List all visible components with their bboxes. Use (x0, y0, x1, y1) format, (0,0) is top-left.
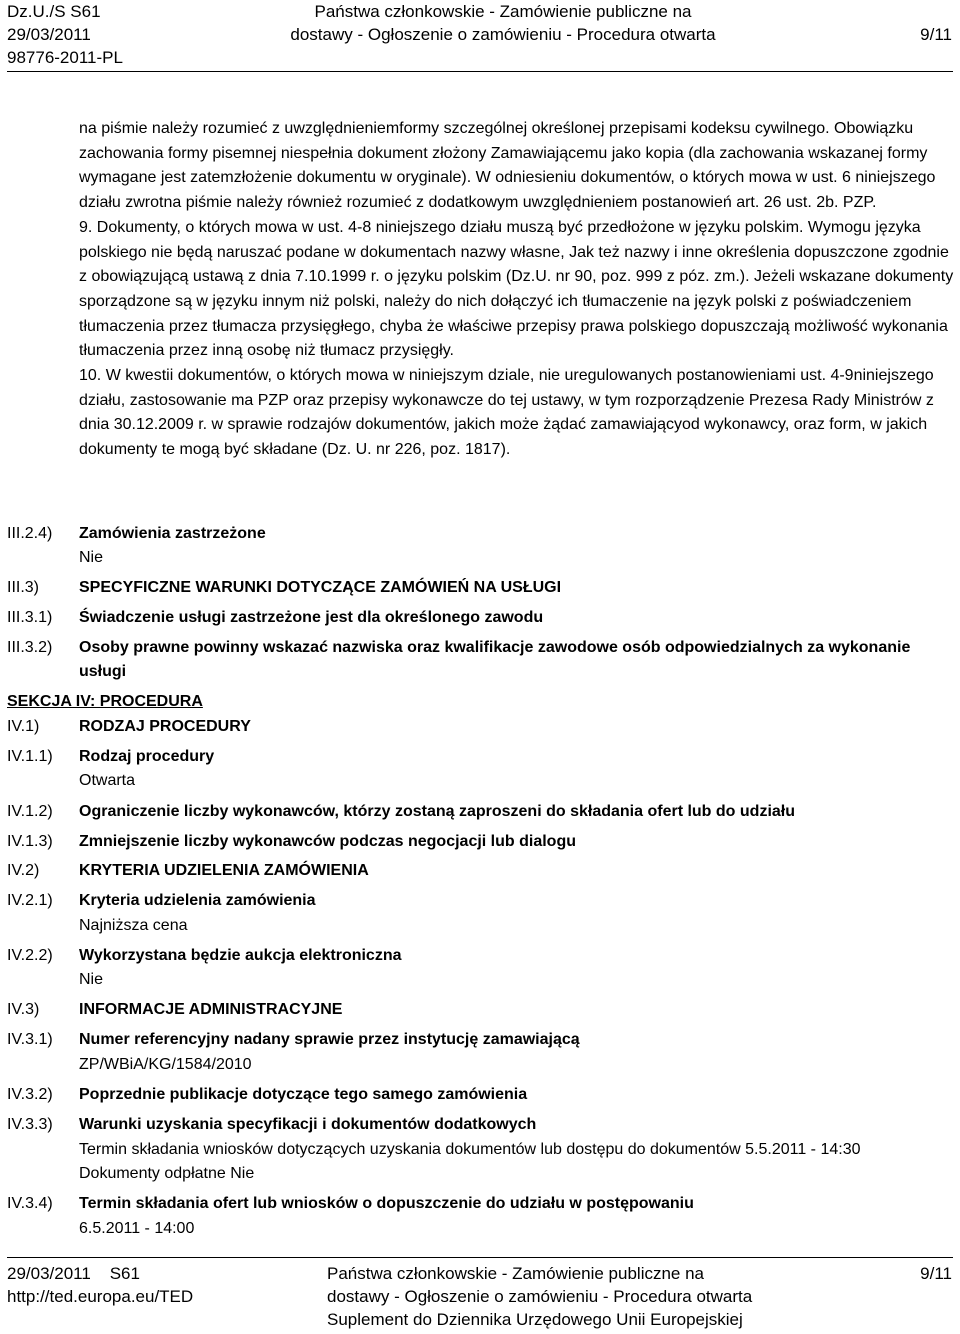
section-number: IV.1.1) (7, 748, 53, 765)
section-number: IV.3.4) (7, 1195, 53, 1212)
section-title: Warunki uzyskania specyfikacji i dokumentów dodatkowych (79, 1116, 537, 1133)
header-divider (7, 71, 953, 72)
section-value: ZP/WBiA/KG/1584/2010 (79, 1056, 252, 1073)
footer-left (7, 1262, 193, 1308)
section-value: 6.5.2011 - 14:00 (79, 1220, 195, 1237)
section-heading: SEKCJA IV: PROCEDURA (7, 693, 203, 710)
section-title: Rodzaj procedury (79, 748, 215, 765)
footer-center (327, 1262, 752, 1331)
section-title: Ograniczenie liczby wykonawców, którzy zostaną zaproszeni do składania ofert lub do udziału (79, 803, 795, 820)
footer-page-number: 9/11 (920, 1264, 952, 1283)
section-number: IV.2.1) (7, 892, 53, 909)
section-title: Osoby prawne powinny wskazać nazwiska oraz kwalifikacje zawodowe osób odpowiedzialnych za wykonanie usługi (79, 639, 911, 680)
section-title: Wykorzystana będzie aukcja elektroniczna (79, 947, 402, 964)
footer-title-line-1: Państwa członkowskie - Zamówienie publiczne na (327, 1264, 705, 1283)
footer-title-line-2: dostawy - Ogłoszenie o zamówieniu - Procedura otwarta (327, 1287, 753, 1306)
page-footer (0, 1262, 960, 1334)
section-title: SPECYFICZNE WARUNKI DOTYCZĄCE ZAMÓWIEŃ NA USŁUGI (79, 579, 562, 596)
footer-title-line-3: Suplement do Dziennika Urzędowego Unii Europejskiej (327, 1310, 743, 1329)
section-title: Poprzednie publikacje dotyczące tego samego zamówienia (79, 1086, 528, 1103)
paragraph: 10. W kwestii dokumentów, o których mowa w niniejszym dziale, nie uregulowanych postanowieniami ust. 4-9niniejszego działu, zastosowanie ma PZP oraz przepisy wykonawcze do tej ustawy, w tym rozporządzenie Prezesa Rady Ministrów z dnia 30.12.2009 r. w sprawie rodzajów dokumentów, jakich może żądać zamawiającyod wykonawcy, oraz form, w jakich dokumenty te mogą być składane (Dz. U. nr 226, poz. 1817). (79, 367, 934, 459)
body-text (79, 117, 955, 463)
section-number: III.3) (7, 579, 40, 596)
section-number: IV.1.3) (7, 833, 53, 850)
section-number: IV.1.2) (7, 803, 53, 820)
section-number: IV.3.2) (7, 1086, 53, 1103)
section-title: Świadczenie usługi zastrzeżone jest dla określonego zawodu (79, 609, 544, 626)
section-value: Najniższa cena (79, 917, 188, 934)
footer-divider (7, 1257, 953, 1258)
section-title: Zmniejszenie liczby wykonawców podczas negocjacji lub dialogu (79, 833, 576, 850)
header-title-line-1: Państwa członkowskie - Zamówienie publiczne na (314, 2, 692, 21)
section-value: Nie (79, 549, 104, 566)
section-title: INFORMACJE ADMINISTRACYJNE (79, 1001, 343, 1018)
page-number: 9/11 (920, 25, 952, 44)
section-value: Nie (79, 971, 104, 988)
section-number: III.3.1) (7, 609, 53, 626)
section-value: Termin składania wniosków dotyczących uzyskania dokumentów lub dostępu do dokumentów 5.5.2011 - 14:30 (79, 1141, 861, 1158)
section-number: IV.3.3) (7, 1116, 53, 1133)
section-value: Dokumenty odpłatne Nie (79, 1165, 255, 1182)
section-number: IV.3.1) (7, 1031, 53, 1048)
section-value: Otwarta (79, 772, 136, 789)
section-title: Numer referencyjny nadany sprawie przez instytucję zamawiającą (79, 1031, 580, 1048)
section-title: Termin składania ofert lub wniosków o dopuszczenie do udziału w postępowaniu (79, 1195, 694, 1212)
journal-reference: Dz.U./S S61 (7, 2, 101, 21)
section-number: IV.2) (7, 862, 40, 879)
publication-date: 29/03/2011 (7, 25, 91, 44)
section-title: Zamówienia zastrzeżone (79, 525, 266, 542)
section-number: III.2.4) (7, 525, 53, 542)
paragraph: 9. Dokumenty, o których mowa w ust. 4-8 niniejszego działu muszą być przedłożone w języku polskim. Wymogu języka polskiego nie będą naruszać podane w dokumentach nazwy własne, Jak też nazwy i inne określenia dopuszczone zgodnie z obowiązującą ustawą z dnia 7.10.1999 r. o języku polskim (Dz.U. nr 90, poz. 999 z póz. zm.). Jeżeli wskazane dokumenty sporządzone są w języku innym niż polski, należy do nich dołączyć ich tłumaczenie na język polski z poświadczeniem tłumaczenia przez tłumacza przysięgłego, chyba że właściwe przepisy prawa polskiego dopuszczają możliwość wykonania tłumaczenia przez inną osobę niż tłumacz przysięgły. (79, 218, 954, 360)
section-title: KRYTERIA UDZIELENIA ZAMÓWIENIA (79, 862, 369, 879)
paragraph: na piśmie należy rozumieć z uwzględnieniemformy szczególnej określonej przepisami kodeksu cywilnego. Obowiązku zachowania formy pisemnej niespełnia dokument złożony Zamawiającemu jako kopia (dla zachowania wskazanej formy wymagane jest zatemzłożenie dokumentu w oryginale). W odniesieniu dokumentów, o których mowa w ust. 6 niniejszego działu zwrotna piśmie należy również rozumieć z dodatkowym uwzględnieniem postanowień art. 26 ust. 2b. PZP. (79, 120, 936, 212)
section-number: III.3.2) (7, 639, 53, 656)
notice-number: 98776-2011-PL (7, 48, 123, 67)
section-number: IV.2.2) (7, 947, 53, 964)
section-title: RODZAJ PROCEDURY (79, 718, 251, 735)
section-number: IV.3) (7, 1001, 40, 1018)
header-title-line-2: dostawy - Ogłoszenie o zamówieniu - Procedura otwarta (290, 25, 716, 44)
footer-date: 29/03/2011 S61 (7, 1264, 140, 1283)
page-header (0, 0, 960, 72)
section-title: Kryteria udzielenia zamówienia (79, 892, 316, 909)
section-number: IV.1) (7, 718, 40, 735)
footer-url: http://ted.europa.eu/TED (7, 1287, 194, 1306)
